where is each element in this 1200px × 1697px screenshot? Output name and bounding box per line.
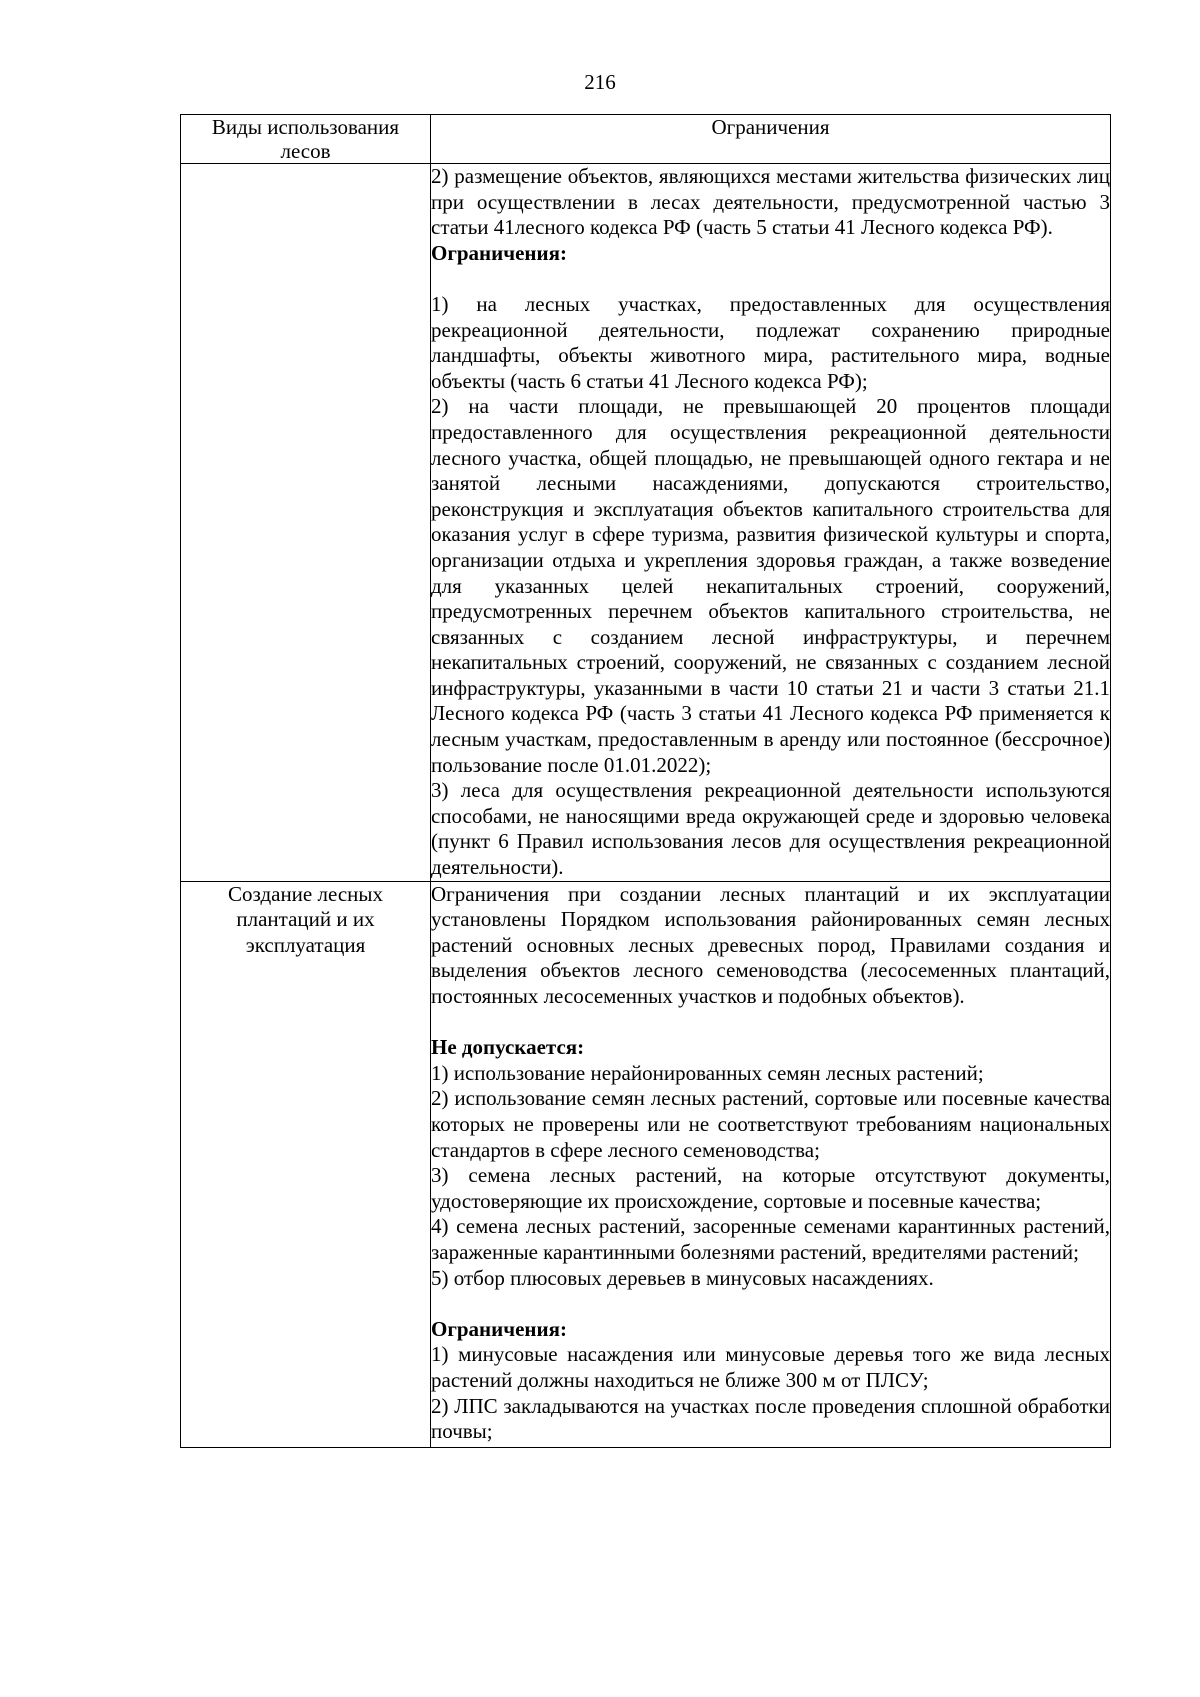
- header-restrictions: Ограничения: [431, 115, 1111, 164]
- row2-list-item: 1) использование нерайонированных семян лесных растений;: [431, 1060, 984, 1085]
- table-header-row: [181, 115, 1111, 164]
- row1-paragraph: 3) леса для осуществления рекреационной деятельности используются способами, не наносящими вреда окружающей среде и здоровью человека (пункт 6 Правил использования лесов для осуществления рекреационной деятельности).: [431, 778, 1110, 880]
- row1-paragraph: 2) размещение объектов, являющихся местами жительства физических лиц при осуществлении в лесах деятельности, предусмотренной частью 3 статьи 41лесного кодекса РФ (часть 5 статьи 41 Лесного кодекса РФ).: [431, 164, 1110, 240]
- table-row: [181, 881, 1111, 1447]
- row2-use-type-line2: плантаций и их: [236, 907, 375, 932]
- row2-restrictions: [431, 881, 1111, 1447]
- header-col1-line2: лесов: [280, 139, 331, 163]
- row2-subheading-not-allowed: Не допускается:: [431, 1035, 585, 1060]
- row1-subheading-restrictions: Ограничения:: [431, 240, 567, 265]
- page-number: 216: [584, 70, 616, 94]
- table-row: [181, 164, 1111, 882]
- row2-list-item: 2) ЛПС закладываются на участках после проведения сплошной обработки почвы;: [431, 1393, 1110, 1444]
- header-col1-line1: Виды использования: [211, 115, 400, 139]
- row1-use-type: [181, 164, 431, 882]
- row1-restrictions: [431, 164, 1111, 882]
- row2-list-item: 3) семена лесных растений, на которые отсутствуют документы, удостоверяющие их происхождение, сортовые и посевные качества;: [431, 1163, 1110, 1213]
- row2-use-type: [181, 881, 431, 1447]
- row2-paragraph: Ограничения при создании лесных плантаций и их эксплуатации установлены Порядком использования районированных семян лесных растений основных лесных древесных пород, Правилами создания и выделения объектов лесного семеноводства (лесосеменных плантаций, постоянных лесосеменных участков и подобных объектов).: [431, 881, 1110, 1008]
- row1-paragraph: 2) на части площади, не превышающей 20 процентов площади предоставленного для осуществления рекреационной деятельности лесного участка, общей площадью, не превышающей одного гектара и не занятой лесными насаждениями, допускаются строительство, реконструкция и эксплуатация объектов капитального строительства для оказания услуг в сфере туризма, развития физической культуры и спорта, организации отдыха и укрепления здоровья граждан, а также возведение для указанных целей некапитальных строений, сооружений, предусмотренных перечнем объектов капитального строительства, не связанных с созданием лесной инфраструктуры, и перечнем некапитальных строений, сооружений, не связанных с созданием лесной инфраструктуры, указанными в части 10 статьи 21 и части 3 статьи 21.1 Лесного кодекса РФ (часть 3 статьи 41 Лесного кодекса РФ применяется к лесным участкам, предоставленным в аренду или постоянное (бессрочное) пользование после 01.01.2022);: [431, 394, 1110, 777]
- row2-subheading-restrictions: Ограничения:: [431, 1316, 567, 1341]
- row2-list-item: 4) семена лесных растений, засоренные семенами карантинных растений, зараженные карантинными болезнями растений, вредителями растений;: [431, 1214, 1110, 1264]
- row2-list-item: 1) минусовые насаждения или минусовые деревья того же вида лесных растений должны находиться не ближе 300 м от ПЛСУ;: [431, 1342, 1110, 1392]
- row2-use-type-line3: эксплуатация: [245, 932, 366, 957]
- row2-list-item: 2) использование семян лесных растений, сортовые или посевные качества которых не проверены или не соответствуют требованиям национальных стандартов в сфере лесного семеноводства;: [431, 1086, 1110, 1162]
- restrictions-table: [180, 114, 1111, 1448]
- row1-paragraph: 1) на лесных участках, предоставленных для осуществления рекреационной деятельности, подлежат сохранению природные ландшафты, объекты животного мира, растительного мира, водные объекты (часть 6 статьи 41 Лесного кодекса РФ);: [431, 291, 1110, 393]
- row2-use-type-line1: Создание лесных: [228, 881, 383, 906]
- header-forest-use-types: [181, 115, 431, 164]
- row2-list-item: 5) отбор плюсовых деревьев в минусовых насаждениях.: [431, 1265, 934, 1290]
